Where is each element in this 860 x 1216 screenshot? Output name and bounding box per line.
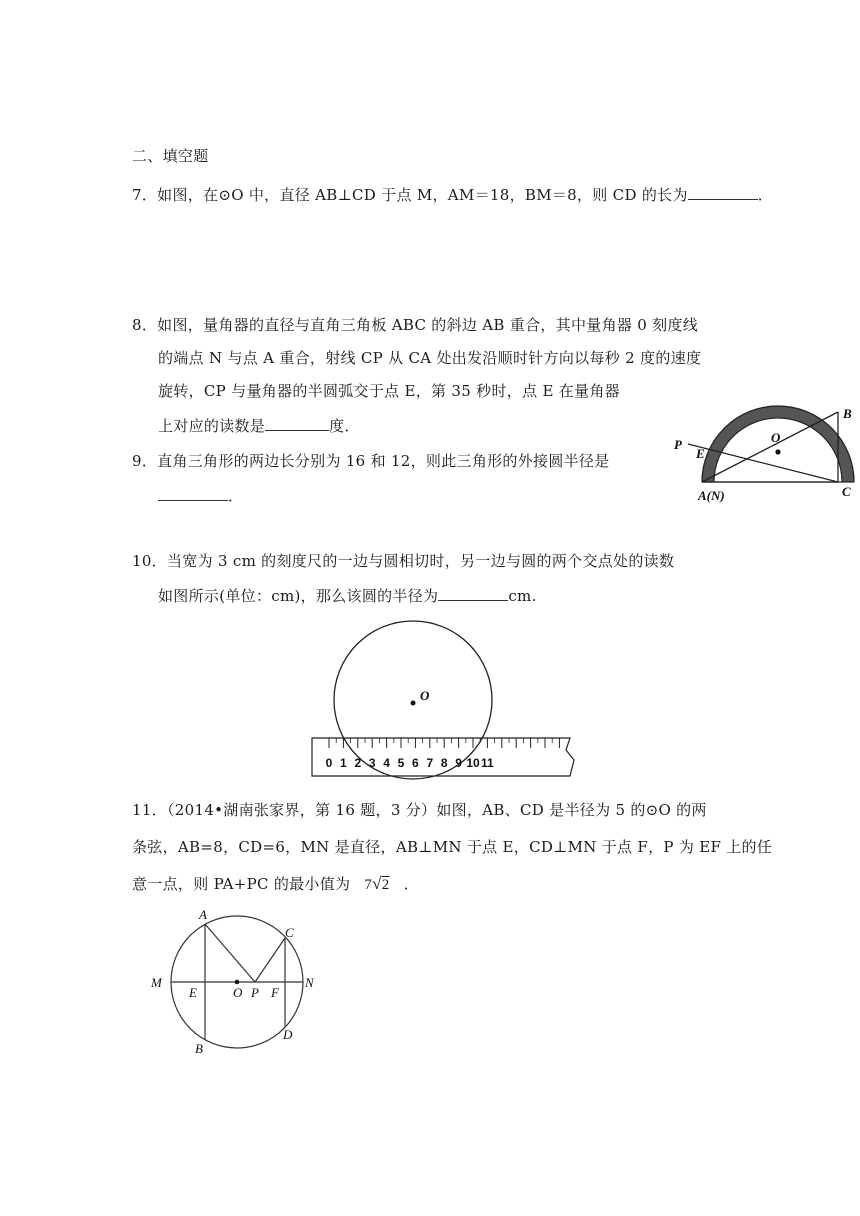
label-b: B: [843, 406, 852, 421]
question-8-line-4-pre: 上对应的读数是: [158, 417, 266, 435]
question-9-line-2: [158, 484, 243, 506]
center-point: [411, 701, 416, 706]
ruler-tick-label: 2: [354, 756, 362, 770]
center-point: [235, 980, 240, 985]
label-f: F: [271, 985, 279, 1000]
protractor-figure: [660, 372, 860, 512]
label-n: N: [305, 975, 314, 990]
ruler-tick-label: 7: [426, 756, 434, 770]
answer-blank[interactable]: [265, 414, 329, 431]
question-8-line-2: 的端点 N 与点 A 重合，射线 CP 从 CA 处出发沿顺时针方向以每秒 2 度的速度: [158, 349, 702, 367]
ruler-tick-label: 8: [440, 756, 448, 770]
segment-pc: [255, 938, 285, 982]
question-11-line-3-post: ．: [403, 875, 419, 893]
label-m: M: [151, 975, 162, 990]
question-7: [132, 183, 773, 205]
ruler-tick-label: 9: [455, 756, 462, 770]
label-a: A: [199, 907, 207, 922]
label-e: E: [696, 446, 705, 461]
question-8-line-1: 8．如图，量角器的直径与直角三角板 ABC 的斜边 AB 重合，其中量角器 0 刻度线: [132, 316, 699, 334]
ruler-circle-figure: [300, 610, 590, 785]
ruler-tick-label: 11: [481, 756, 494, 770]
label-c: C: [842, 484, 851, 499]
label-a-n: A(N): [698, 488, 725, 503]
label-c: C: [285, 925, 294, 940]
label-p: P: [251, 985, 259, 1000]
question-9-line-1: 9．直角三角形的两边长分别为 16 和 12，则此三角形的外接圆半径是: [132, 452, 610, 470]
ruler-tick-label: 4: [383, 756, 390, 770]
answer-value: 7√2: [364, 874, 390, 893]
segment-pa: [205, 924, 255, 982]
question-11-line-3: [132, 874, 419, 895]
question-8-line-3: 旋转，CP 与量角器的半圆弧交于点 E，第 35 秒时，点 E 在量角器: [158, 382, 620, 400]
ruler-tick-label: 1: [340, 756, 347, 770]
section-title: 二、填空题: [132, 147, 209, 165]
question-8-line-4-post: 度．: [329, 417, 360, 435]
label-e: E: [189, 985, 197, 1000]
ruler-tick-label: 5: [397, 756, 405, 770]
answer-blank[interactable]: [158, 484, 228, 501]
question-11-line-2: 条弦，AB=8，CD=6，MN 是直径，AB⊥MN 于点 E，CD⊥MN 于点 F，P 为 EF 上的任: [132, 838, 773, 856]
question-11-line-1: 11．（2014•湖南张家界，第 16 题，3 分）如图，AB、CD 是半径为 5 的⊙O 的两: [132, 801, 707, 819]
label-d: D: [283, 1027, 293, 1042]
question-7-text: 7．如图，在⊙O 中，直径 AB⊥CD 于点 M，AM＝18，BM＝8，则 CD 的长为: [132, 186, 688, 204]
label-o: O: [420, 688, 430, 703]
answer-blank[interactable]: [438, 584, 508, 601]
question-11-line-3-pre: 意一点，则 PA+PC 的最小值为: [132, 875, 351, 893]
ruler-tick-label: 3: [368, 756, 376, 770]
question-8-line-4: [158, 414, 360, 436]
chord-circle-figure: [145, 905, 325, 1060]
label-o: O: [771, 430, 781, 445]
question-7-end: ．: [757, 186, 774, 204]
question-10-line-2-post: cm.: [508, 587, 537, 605]
question-10-line-1: 10．当宽为 3 cm 的刻度尺的一边与圆相切时，另一边与圆的两个交点处的读数: [132, 552, 675, 570]
ruler-tick-label: 10: [466, 756, 480, 770]
label-b: B: [195, 1041, 203, 1056]
answer-blank[interactable]: [688, 183, 758, 200]
label-o: O: [233, 985, 243, 1000]
question-9-end: ．: [228, 487, 244, 505]
question-10-line-2: [158, 584, 537, 606]
label-p: P: [674, 437, 682, 452]
center-point: [775, 449, 780, 454]
question-10-line-2-pre: 如图所示(单位：cm)，那么该圆的半径为: [158, 587, 439, 605]
ruler-tick-label: 0: [325, 756, 333, 770]
ruler-tick-label: 6: [412, 756, 419, 770]
